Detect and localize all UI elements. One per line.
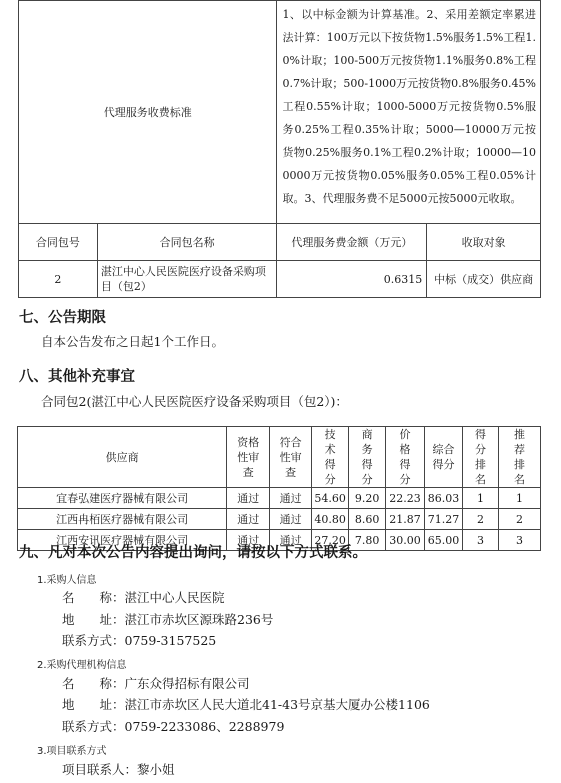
fee-standard-text: 1、以中标金额为计算基准。2、采用差额定率累进法计算：100万元以下按货物1.5%服务1.5%工程1.0%计取；100-500万元按货物1.1%服务0.8%工程0.7%计取；500-1000万元按货物0.8%服务0.45%工程0.55%计取；1000-5000万元按货物0.5%服务0.25%工程0.35%计取；5000—10000万元按货物0.25%服务0.1%工程0.2%计取；10000—100000万元按货物0.05%服务0.05%工程0.05%计取。3、代理服务费不足5000元按5000元收取。: [277, 1, 541, 224]
cell-price: 21.87: [386, 509, 425, 530]
supplier-table: [17, 426, 541, 551]
header-price: 价格得分: [386, 427, 425, 488]
cell-conform: 通过: [270, 530, 312, 551]
cell-total: 86.03: [425, 488, 463, 509]
section9-title: 九、凡对本次公告内容提出询问，请按以下方式联系。: [19, 544, 367, 561]
header-total: 综合得分: [425, 427, 463, 488]
fee-standard-label: 代理服务收费标准: [19, 1, 277, 224]
purchaser-addr-row: [62, 610, 273, 628]
agency-name-row: [62, 674, 250, 692]
cell-conform: 通过: [270, 488, 312, 509]
section8-title: 八、其他补充事宜: [19, 368, 135, 385]
purchaser-name: 湛江中心人民医院: [124, 590, 225, 605]
header-payer: 收取对象: [427, 224, 541, 261]
supplier-header-row: [18, 427, 541, 488]
purchaser-phone: 0759-3157525: [124, 633, 217, 648]
cell-supplier: 宜春弘建医疗器械有限公司: [18, 488, 227, 509]
agency-phone: 0759-2233086、2288979: [124, 719, 285, 734]
purchaser-addr: 湛江市赤坎区源珠路236号: [124, 612, 274, 627]
cell-rank: 3: [463, 530, 499, 551]
purchaser-phone-row: [62, 631, 216, 649]
fee-standard-row: [19, 1, 541, 224]
purchaser-phone-label: 联系方式：: [62, 633, 125, 648]
fee-table: [18, 0, 541, 298]
cell-package-no: 2: [19, 261, 98, 298]
section7-title: 七、公告期限: [19, 309, 106, 326]
cell-biz: 9.20: [349, 488, 386, 509]
supplier-row: [18, 488, 541, 509]
project-heading: 3.项目联系方式: [37, 746, 107, 757]
cell-package-name: 湛江中心人民医院医疗设备采购项目（包2）: [97, 261, 277, 298]
agency-phone-row: [62, 717, 284, 735]
cell-total: 71.27: [425, 509, 463, 530]
cell-tech: 54.60: [312, 488, 349, 509]
header-rank: 得分排名: [463, 427, 499, 488]
cell-price: 30.00: [386, 530, 425, 551]
header-supplier: 供应商: [18, 427, 227, 488]
cell-conform: 通过: [270, 509, 312, 530]
purchaser-heading: 1.采购人信息: [37, 575, 97, 586]
section7-text: 自本公告发布之日起1个工作日。: [41, 334, 224, 349]
cell-total: 65.00: [425, 530, 463, 551]
cell-qual: 通过: [227, 509, 270, 530]
agency-addr: 湛江市赤坎区人民大道北41-43号京基大厦办公楼1106: [124, 697, 430, 712]
header-recommend: 推荐排名: [498, 427, 540, 488]
cell-qual: 通过: [227, 530, 270, 551]
cell-recommend: 2: [498, 509, 540, 530]
header-amount: 代理服务费金额（万元）: [277, 224, 427, 261]
header-qual: 资格性审查: [227, 427, 270, 488]
cell-rank: 1: [463, 488, 499, 509]
header-conform: 符合性审查: [270, 427, 312, 488]
header-tech: 技术得分: [312, 427, 349, 488]
agency-name-label: 名 称：: [62, 676, 125, 691]
header-package-name: 合同包名称: [97, 224, 277, 261]
project-contact: 黎小姐: [137, 762, 175, 777]
cell-recommend: 3: [498, 530, 540, 551]
cell-qual: 通过: [227, 488, 270, 509]
cell-supplier: 江西安讯医疗器械有限公司: [18, 530, 227, 551]
supplier-row: [18, 509, 541, 530]
cell-price: 22.23: [386, 488, 425, 509]
fee-data-row: [19, 261, 541, 298]
cell-tech: 40.80: [312, 509, 349, 530]
header-package-no: 合同包号: [19, 224, 98, 261]
agency-name: 广东众得招标有限公司: [124, 676, 250, 691]
agency-addr-label: 地 址：: [62, 697, 125, 712]
cell-payer: 中标（成交）供应商: [427, 261, 541, 298]
cell-rank: 2: [463, 509, 499, 530]
section8-subtitle: 合同包2(湛江中心人民医院医疗设备采购项目（包2）)：: [41, 394, 348, 409]
project-contact-row: [62, 760, 175, 778]
purchaser-name-row: [62, 588, 225, 606]
purchaser-addr-label: 地 址：: [62, 612, 125, 627]
purchaser-name-label: 名 称：: [62, 590, 125, 605]
project-contact-label: 项目联系人：: [62, 762, 138, 777]
cell-biz: 8.60: [349, 509, 386, 530]
header-biz: 商务得分: [349, 427, 386, 488]
agency-phone-label: 联系方式：: [62, 719, 125, 734]
fee-header-row: [19, 224, 541, 261]
cell-biz: 7.80: [349, 530, 386, 551]
agency-heading: 2.采购代理机构信息: [37, 660, 127, 671]
cell-supplier: 江西冉栢医疗器械有限公司: [18, 509, 227, 530]
cell-recommend: 1: [498, 488, 540, 509]
agency-addr-row: [62, 695, 430, 713]
cell-amount: 0.6315: [277, 261, 427, 298]
cell-tech: 27.20: [312, 530, 349, 551]
